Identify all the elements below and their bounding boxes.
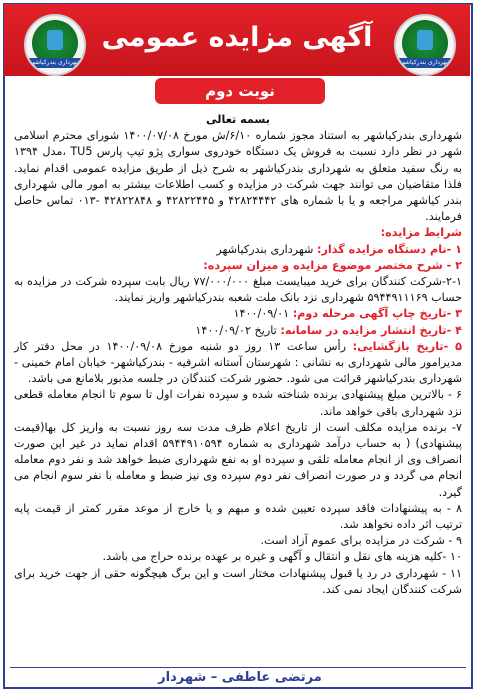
condition-item: ۶ - بالاترین مبلغ پیشنهادی برنده شناخته شده و سپرده نفرات اول تا سوم تا انجام معامله قطعی نزد شهرداری باقی خواهد ماند. bbox=[14, 388, 462, 418]
condition-item: ۱۰ -کلیه هزینه های نقل و انتقال و آگهی و غیره بر عهده برنده حراج می باشد. bbox=[102, 550, 462, 564]
condition-item: ۴ -تاریخ انتشار مزایده در سامانه: تاریخ ۱۴۰۰/۰۹/۰۲ bbox=[195, 323, 462, 337]
round-badge: نوبت دوم bbox=[155, 78, 325, 104]
notice-title: آگهی مزایده عمومی bbox=[101, 22, 373, 53]
condition-item: ۱ -نام دستگاه مزایده گذار: شهرداری بندرکیاشهر bbox=[216, 242, 462, 256]
intro-paragraph: شهرداری بندرکیاشهر به استناد مجوز شماره ۶/۱۰/ش مورخ ۱۴۰۰/۰۷/۰۸ شورای محترم اسلامی شهر در نظر دارد نسبت به فروش یک دستگاه خودروی سواری پژو تیپ پارس TU5 ،مدل ۱۳۹۴ به رنگ سفید متعلق به شهرداری بندرکیاشهر به شرح ذیل از طریق مزایده عمومی اقدام نماید. فلذا متقاضیان می توانند جهت شرکت در مزایده و کسب اطلاعات بیشتر به امور مالی شهرداری بندر کیاشهر مراجعه و یا با شماره های ۴۲۸۲۴۴۴۲ و ۴۲۸۲۲۴۴۵ و ۴۲۸۲۲۸۴۸ -۰۱۳ تماس حاصل فرمایند. bbox=[14, 129, 463, 224]
condition-item: ۵ -تاریخ بازگشایی: رأس ساعت ۱۳ روز دو شنبه مورخ ۱۴۰۰/۰۹/۰۸ در محل دفتر کار مدیرامور مالی شهرداری به نشانی : شهرستان آستانه اشرفیه - بندرکیاشهر- خیابان امام خمینی - شهرداری بندرکیاشهر قرائت می شود. حضور شرکت کنندگان در جلسه مذبور بلامانع می باشد. bbox=[14, 339, 463, 386]
condition-item: ۹ - شرکت در مزایده برای عموم آزاد است. bbox=[260, 534, 462, 548]
logo-text-right: شهرداری بندرکیاشهر bbox=[398, 59, 452, 66]
condition-item: ۲-۱-شرکت کنندگان برای خرید میبایست مبلغ ۷۷/۰۰۰/۰۰۰ ریال بابت سپرده شرکت در مزایده به حساب ۵۹۴۴۹۱۱۱۶۹ شهرداری نزد بانک ملت شعبه بندرکیاشهر واریز نمایند. bbox=[14, 275, 462, 305]
condition-item: ۳ -تاریخ چاپ آگهی مرحله دوم: ۱۴۰۰/۰۹/۰۱ bbox=[233, 307, 462, 321]
notice-body bbox=[14, 112, 462, 598]
footer-divider bbox=[10, 667, 466, 668]
municipality-logo-right bbox=[394, 14, 456, 76]
condition-item: ۷- برنده مزایده مکلف است از تاریخ اعلام ظرف مدت سه روز نسبت به واریز کل بها(قیمت پیشنهادی) ( به حساب درآمد شهرداری به شماره ۵۹۴۴۹۱۰۵۹۴ اقدام نماید در غیر این صورت انصراف وی از انجام معامله تلقی و سپرده او به نفع شهرداری ضبط خواهد شد و نفر دوم معامله انجام می گردد و در صورت انصراف نفر دوم سپرده وی نیز ضبط و معامله با نفر سوم انجام می گیرد. bbox=[14, 420, 462, 499]
condition-item: ۱۱ - شهرداری در رد یا قبول پیشنهادات مختار است و این برگ هیچگونه حقی از جهت خرید برای شرکت کنندگان ایجاد نمی کند. bbox=[14, 566, 462, 596]
bismillah: بسمه تعالی bbox=[205, 113, 270, 126]
conditions-heading: شرایط مزایده: bbox=[380, 226, 462, 240]
condition-item: ۸ - به پیشنهادات فاقد سپرده تعیین شده و مبهم و یا خارج از موعد مقرر کمتر از قیمت پایه ترتیب اثر داده نخواهد شد. bbox=[14, 501, 462, 532]
municipality-logo-left bbox=[24, 14, 86, 76]
logo-text-left: شهرداری بندرکیاشهر bbox=[28, 59, 82, 66]
signature: مرتضی عاطفی – شهردار bbox=[158, 670, 322, 685]
condition-item: ۲ - شرح مختصر موضوع مزایده و میزان سپرده: bbox=[203, 258, 462, 272]
